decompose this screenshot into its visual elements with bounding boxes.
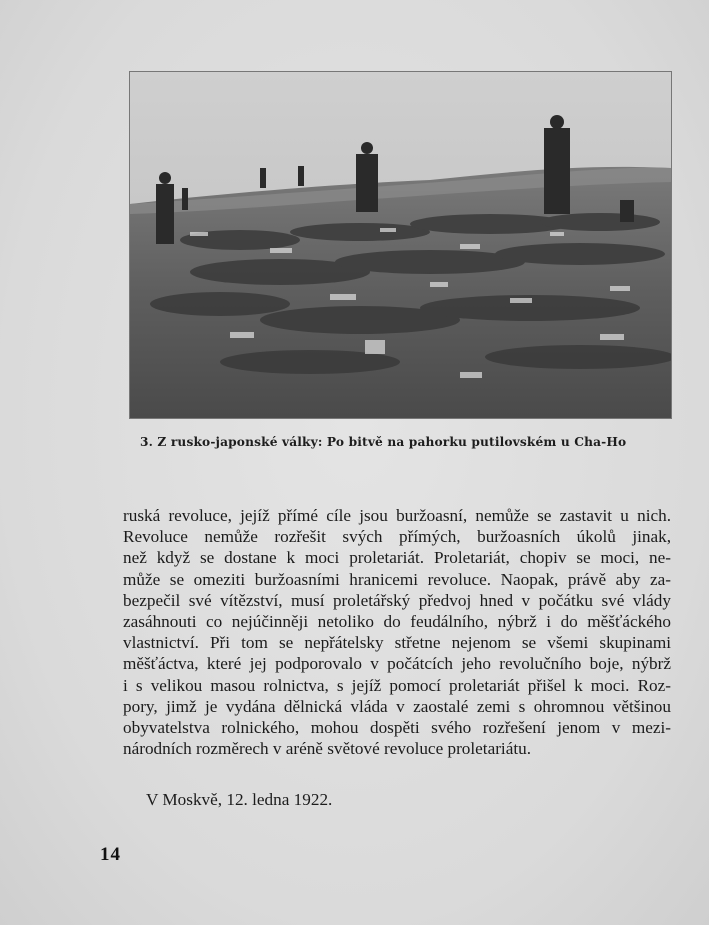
- body-paragraph: [123, 505, 671, 759]
- page-number: 14: [100, 844, 121, 865]
- text-line: zasáhnouti co nejúčinněji netoliko do feudálního, nýbrž i do měšťáckého: [123, 611, 671, 631]
- photo-illustration: [130, 72, 671, 418]
- figure-caption: 3. Z rusko-japonské války: Po bitvě na pahorku putilovském u Cha-Ho: [140, 435, 627, 449]
- text-line: může se omeziti buržoasními hranicemi revoluce. Naopak, právě aby za-: [123, 569, 671, 589]
- battlefield-photograph: [130, 72, 671, 418]
- text-line: národních rozměrech v aréně světové revoluce proletariátu.: [123, 739, 532, 759]
- text-line: ruská revoluce, jejíž přímé cíle jsou buržoasní, nemůže se zastavit u nich.: [123, 506, 671, 525]
- text-line: obyvatelstva rolnického, mohou dospěti svého rozřešení jenom v mezi-: [123, 717, 671, 737]
- text-line: bezpečil své vítězství, musí proletářský předvoj hned v počátku své vlády: [123, 590, 671, 610]
- text-line: měšťáctva, které jej podporovalo v počátcích jeho revolučního boje, nýbrž: [123, 654, 671, 674]
- text-line: než když se dostane k moci proletariát. Proletariát, chopiv se moci, ne-: [123, 548, 671, 568]
- text-line: Revoluce nemůže rozřešit svých přímých, buržoasních úkolů jinak,: [123, 527, 671, 547]
- text-line: pory, jimž je vydána dělnická vláda v zaostalé zemi s ohromnou většinou: [123, 696, 671, 716]
- text-line: vlastnictví. Při tom se nepřátelsky střetne nejenom se všemi skupinami: [123, 633, 671, 653]
- dateline: V Moskvě, 12. ledna 1922.: [146, 790, 333, 809]
- text-line: i s velikou masou rolnictva, s jejíž pomocí proletariát přišel k moci. Roz-: [123, 675, 671, 695]
